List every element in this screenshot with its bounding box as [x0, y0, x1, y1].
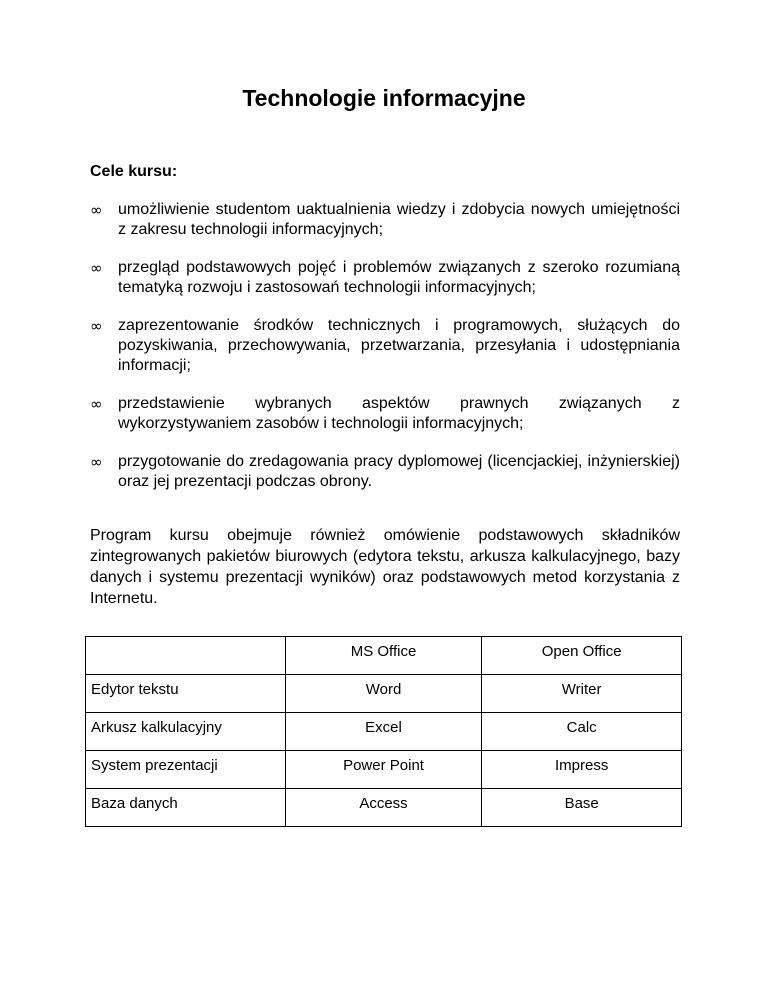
table-cell: Excel [285, 713, 482, 751]
goal-item [90, 200, 680, 240]
goals-list [90, 200, 680, 510]
goal-item [90, 316, 680, 376]
table-row [86, 789, 682, 827]
table-cell: Impress [482, 751, 682, 789]
table-cell: Base [482, 789, 682, 827]
goal-item [90, 258, 680, 298]
infinity-bullet-icon: ∞ [90, 317, 103, 335]
table-cell: Edytor tekstu [86, 675, 286, 713]
goal-text: umożliwienie studentom uaktualnienia wiedzy i zdobycia nowych umiejętności z zakresu technologii informacyjnych; [118, 201, 680, 238]
table-cell: Access [285, 789, 482, 827]
infinity-bullet-icon: ∞ [90, 453, 103, 471]
goals-heading: Cele kursu: [90, 163, 178, 180]
table-header-cell: Open Office [482, 637, 682, 675]
table-header-cell: MS Office [285, 637, 482, 675]
document-title: Technologie informacyjne [242, 85, 526, 111]
table-header-cell [86, 637, 286, 675]
infinity-bullet-icon: ∞ [90, 259, 103, 277]
table-cell: Calc [482, 713, 682, 751]
infinity-bullet-icon: ∞ [90, 395, 103, 413]
goal-text: przedstawienie wybranych aspektów prawnych związanych z wykorzystywaniem zasobów i technologii informacyjnych; [118, 395, 680, 432]
table-cell: Word [285, 675, 482, 713]
table-row [86, 713, 682, 751]
program-paragraph: Program kursu obejmuje również omówienie podstawowych składników zintegrowanych pakietów biurowych (edytora tekstu, arkusza kalkulacyjnego, bazy danych i systemu prezentacji wyników) oraz podstawowych metod korzystania z Internetu. [90, 527, 680, 607]
table-header-row [86, 637, 682, 675]
infinity-bullet-icon: ∞ [90, 201, 103, 219]
table-cell: Writer [482, 675, 682, 713]
table-cell: System prezentacji [86, 751, 286, 789]
office-suites-table [85, 636, 682, 827]
table-cell: Power Point [285, 751, 482, 789]
table-row [86, 675, 682, 713]
goal-item [90, 452, 680, 492]
table-row [86, 751, 682, 789]
goal-text: przegląd podstawowych pojęć i problemów związanych z szeroko rozumianą tematyką rozwoju i zastosowań technologii informacyjnych; [118, 259, 680, 296]
goal-item [90, 394, 680, 434]
goal-text: zaprezentowanie środków technicznych i programowych, służących do pozyskiwania, przechowywania, przetwarzania, przesyłania i udostępniania informacji; [118, 317, 680, 374]
table-cell: Baza danych [86, 789, 286, 827]
goal-text: przygotowanie do zredagowania pracy dyplomowej (licencjackiej, inżynierskiej) oraz jej prezentacji podczas obrony. [118, 453, 680, 490]
table-cell: Arkusz kalkulacyjny [86, 713, 286, 751]
